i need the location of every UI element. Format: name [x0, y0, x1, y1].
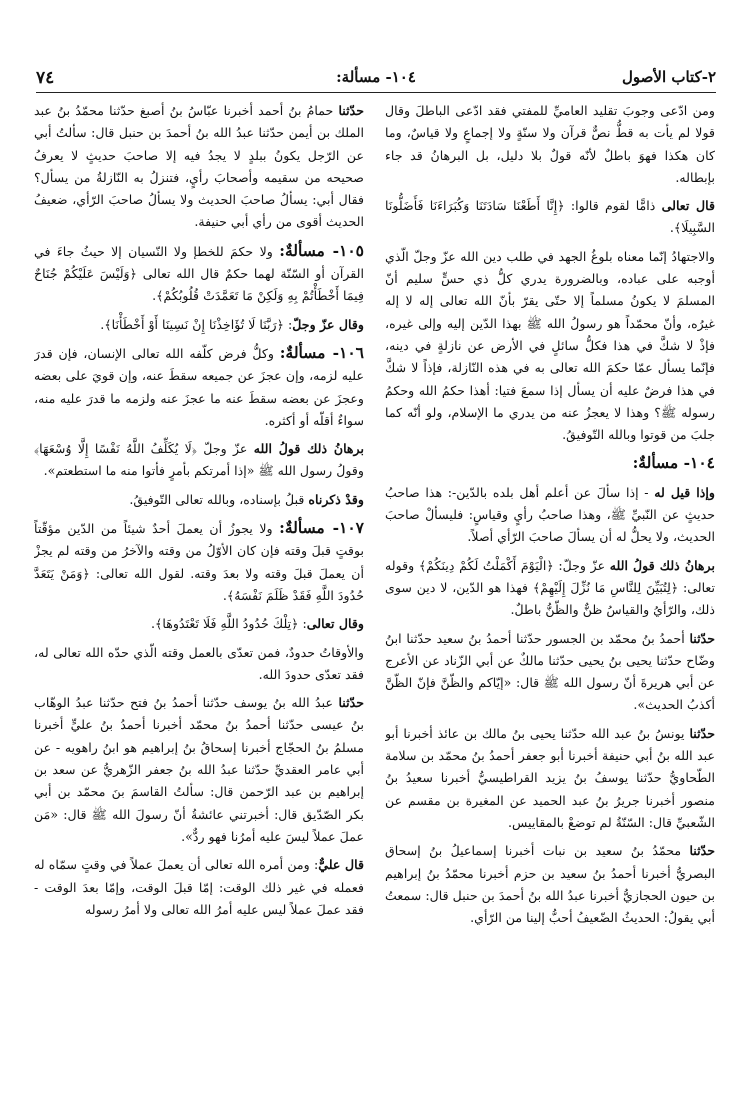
paragraph-text: ومن ادّعى وجوبَ تقليد العاميِّ للمفتي فقد ادّعى الباطلَ وقال قولا لم يأت به قطُّ نصٌّ قرآن ولا سنّةٍ ولا إجماعٍ ولا قياسٌ، وما كان هكذا فهوَ باطلٌ لأنّه قولٌ بلا دليل، بل البرهانُ قد جاء بإبطاله.: [385, 103, 715, 185]
paragraph: [34, 489, 364, 511]
paragraph: [385, 482, 715, 549]
right-column: [385, 100, 715, 1100]
paragraph: [385, 246, 715, 447]
lead-phrase: حدّثنا: [338, 103, 364, 118]
lead-phrase: وإذا قيل له: [654, 484, 715, 500]
lead-phrase: برهانُ ذلك قولُ الله: [609, 557, 715, 573]
paragraph: [385, 452, 715, 475]
paragraph-text: عزّ وجلّ ﴿لَا يُكَلِّفُ اللَّهُ نَفْسًا إِلَّا وُسْعَهَا﴾ وقولُ رسول الله ﷺ «إذا أمرتكم بأمرٍ فأتوا منه ما استطعتم».: [34, 441, 364, 479]
paragraph: [385, 195, 715, 240]
lead-phrase: قال تعالى: [661, 198, 715, 214]
paragraph-text: والاجتهادُ إنّما معناه بلوغُ الجهد في طلب دين الله عزّ وجلّ الّذي أوجبه على عباده، وبالضرورة يدري كلُّ ذي حسٍّ سليم أنّ المسلمَ لا يكونُ مسلماً إلا حتّى يقرّ بأنّ الله تعالى إله لا إله غيرُه، وأنّ محمّداً هو رسولُ الله ﷺ بهذا الدّين إليه وإلى غيره، فإذْ لا شكَّ في هذا فكلُّ سائلٍ في الأرض عن نازلةٍ في دينه، فإنّما يسأل عمّا حكمَ الله تعالى به في هذه النّازلة، فإذاً لا شكَّ في هذا فرضٌ عليه أن يسأل إذا سمعَ فتيا: أهذا حكمُ الله وحكمُ رسوله ﷺ؟ وهذا لا يعجزُ عنه من يدري ما الإسلام، ولو أنّه كما جلبَ من قوتوا وبالله التّوفيقُ.: [385, 248, 715, 443]
paragraph-text: أحمدُ بنُ محمّد بن الجسور حدّثنا أحمدُ بنُ سعيد حدّثنا ابنُ وضّاح حدّثنا يحيى بنُ يحيى حدّثنا مالكٌ عن أبي الزّناد عن الأعرج عن أبي هريرةَ أنّ رسول الله ﷺ قال: «إيّاكم والظّنَّ فإنّ الظّنَّ أكذبُ الحديث».: [385, 630, 715, 713]
paragraph: [34, 240, 364, 308]
lead-phrase: حدّثنا: [689, 725, 715, 741]
paragraph-text: والأوقاتُ حدودٌ، فمن تعدّى بالعمل وقته الّذي حدّه الله تعالى له، فقد تعدّى حدودَ الله.: [34, 644, 364, 682]
issue-heading: ١٠٧- مسألةٌ:: [279, 518, 364, 538]
paragraph-text: ولا يجوزُ أن يعملَ أحدٌ شيئاً من الدّين مؤقّتاً بوقتٍ قبلَ وقته فإن كان الأوّلُ من وقته والآخرُ من وقته لم يجزْ أن يعملَ قبلَ وقته ولا بعدَ وقته. لقول الله تعالى: ﴿وَمَنْ يَتَعَدَّ حُدُودَ اللَّهِ فَقَدْ ظَلَمَ نَفْسَهُ﴾.: [34, 521, 364, 603]
left-column: [34, 100, 364, 1100]
paragraph: [385, 555, 715, 622]
paragraph-text: ذامًّا لقوم قالوا: ﴿إِنَّا أَطَعْنَا سَادَتَنَا وَكُبَرَاءَنَا فَأَضَلُّونَا السَّبِيلَا﴾.: [385, 198, 715, 236]
paragraph: [34, 517, 364, 607]
paragraph-text: : ﴿رَبَّنَا لَا تُؤَاخِذْنَا إِنْ نَسِينَا أَوْ أَخْطَأْنَا﴾.: [100, 316, 293, 332]
paragraph: [34, 642, 364, 687]
issue-heading: ١٠٦- مسألةٌ:: [279, 342, 364, 362]
paragraph: [34, 854, 364, 921]
paragraph: [34, 613, 364, 635]
lead-phrase: وقدْ ذكرناه: [308, 491, 364, 507]
paragraph-text: قبلُ بإسناده، وبالله تعالى التّوفيقُ.: [129, 491, 309, 507]
paragraph-text: يونسُ بنُ عبد الله حدّثنا يحيى بنُ مالك بن عائذ أخبرنا أبو عبد الله بنُ أبي حنيفة أخبرنا أبو جعفر أحمدُ بنُ محمّد بن سلامة الطّحاويُّ حدّثنا يوسفُ بنُ يزيد القراطيسيُّ أخبرنا سعيدُ بنُ منصور أخبرنا جريرُ بنُ عبد الحميد عن المغيرة بن مقسم عن الشّعبيِّ قال: السّنّةُ لم توضعْ بالمقاييس.: [385, 725, 715, 830]
paragraph: [34, 438, 364, 483]
lead-phrase: حدّثنا: [689, 843, 715, 859]
paragraph: [385, 840, 715, 929]
paragraph-text: حمامُ بنُ أحمد أخبرنا عبّاسُ بنُ أصبغ حدّثنا محمّدُ بنُ عبد الملك بن أيمن حدّثنا عبدُ الله بنُ أحمدَ بن حنبل قال: سألتُ أبي عن الرّجل يكونُ ببلدٍ لا يجدُ فيه إلا صاحبَ حديثٍ لا يعرفُ صحيحه من سقيمه وأصحابَ رأيٍ، فتنزلُ به النّازلةُ من يسأل؟ فقال أبي: يسألُ صاحبَ الحديث ولا يسألُ صاحبَ الرّأي، ضعيفُ الحديث أقوى من رأي أبي حنيفة.: [34, 103, 364, 230]
paragraph-text: ولا حكمَ للخطإ ولا النّسيان إلا حيثُ جاءَ في القرآن أو السّنّة لهما حكمٌ قال الله تعالى ﴿وَلَيْسَ عَلَيْكُمْ جُنَاحٌ فِيمَا أَخْطَأْتُمْ بِهِ وَلَكِنْ مَا تَعَمَّدَتْ قُلُوبُكُمْ﴾.: [34, 243, 364, 304]
paragraph-text: محمّدُ بنُ سعيد بن نبات أخبرنا إسماعيلُ بنُ إسحاق البصريُّ أخبرنا أحمدُ بنُ سعيد بن حزم أخبرنا محمّدُ بنُ إبراهيم بن حيون الحجازيُّ أخبرنا عبدُ الله بنُ أحمدَ بن حنبل قال: سمعتُ أبي يقولُ: الحديثُ الضّعيفُ أحبُّ إلينا من الرّأي.: [385, 843, 715, 926]
paragraph: [385, 628, 715, 717]
paragraph-text: وكلُّ فرض كلّفه الله تعالى الإنسان، فإن قدرَ عليه لزمه، وإن عجزَ عن جميعه سقطَ عنه، وإن قويَ على بعضه وعجزَ عن بعضه سقطَ عنه ما عجزَ عنه ولزمه ما قدرَ عليه منه، سواءٌ أقلّه أو أكثره.: [34, 345, 364, 428]
page-header: [36, 64, 716, 93]
lead-phrase: وقال عزّ وجلّ: [292, 316, 364, 332]
paragraph-text: - إذا سألَ عن أعلم أهل بلده بالدّين-: هذا صاحبُ حديثٍ عن النّبيِّ ﷺ، وهذا صاحبُ رأيٍ وقياسٍ: فليسألْ صاحبَ الحديث، ولا يحلُّ له أن يسألَ صاحبَ الرّأي أصلاً.: [385, 484, 715, 545]
lead-phrase: قال عليٌّ: [318, 857, 364, 873]
page-number: ٧٤: [36, 68, 55, 88]
paragraph: [34, 314, 364, 336]
issue-heading: ١٠٤- مسألةٌ:: [632, 453, 715, 473]
lead-phrase: حدّثنا: [689, 630, 715, 646]
book-title: ٢-كتاب الأصول: [622, 68, 716, 86]
paragraph-text: : ومن أمره الله تعالى أن يعملَ عملاً في وقتٍ سمّاه له فعمله في غير ذلك الوقت: إمّا قبلَ الوقت، وإمّا بعدَ الوقت - فقد عملَ عملاً ليس عليه أمرُ الله تعالى ولا أمرُ رسوله: [34, 857, 364, 917]
paragraph: [385, 100, 715, 189]
lead-phrase: وقال تعالى: [306, 616, 364, 632]
paragraph: [34, 100, 364, 234]
section-title: ١٠٤- مسألة:: [336, 68, 416, 86]
lead-phrase: حدّثنا: [338, 695, 364, 711]
lead-phrase: برهانُ ذلك قولُ الله: [253, 441, 364, 457]
paragraph: [34, 692, 364, 848]
paragraph-text: عبدُ الله بنُ يوسف حدّثنا أحمدُ بنُ فتح حدّثنا عبدُ الوهّاب بنُ عيسى حدّثنا أحمدُ بنُ محمّد أخبرنا أحمدُ بنُ عليٍّ أخبرنا مسلمُ بنُ الحجّاج أخبرنا إسحاقُ بنُ إبراهيم هو ابنُ راهويه - عن أبي عامر العقديِّ حدّثنا عبدُ الله بنُ جعفر الزّهريُّ عن سعد بن إبراهيم بن عبد الرّحمن قال: سألتُ القاسمَ بنَ محمّد بن أبي بكر الصّدّيق قال: أخبرتني عائشةُ أنّ رسولَ الله ﷺ قال: «مَن عملَ عملاً ليسَ عليه أمرُنا فهو ردٌّ».: [34, 695, 364, 844]
paragraph: [34, 342, 364, 432]
paragraph-text: عزّ وجلّ: ﴿الْيَوْمَ أَكْمَلْتُ لَكُمْ دِينَكُمْ﴾ وقوله تعالى: ﴿لِتُبَيِّنَ لِلنَّاسِ مَا نُزِّلَ إِلَيْهِمْ﴾ فهذا هو الدّين، لا دين سوى ذلك، والرّأيُ والقياسُ ظنٌّ والظّنُّ باطلٌ.: [385, 557, 715, 618]
paragraph-text: : ﴿تِلْكَ حُدُودُ اللَّهِ فَلَا تَعْتَدُوهَا﴾.: [151, 616, 307, 632]
issue-heading: ١٠٥- مسألةٌ:: [279, 240, 364, 260]
paragraph: [385, 723, 715, 834]
